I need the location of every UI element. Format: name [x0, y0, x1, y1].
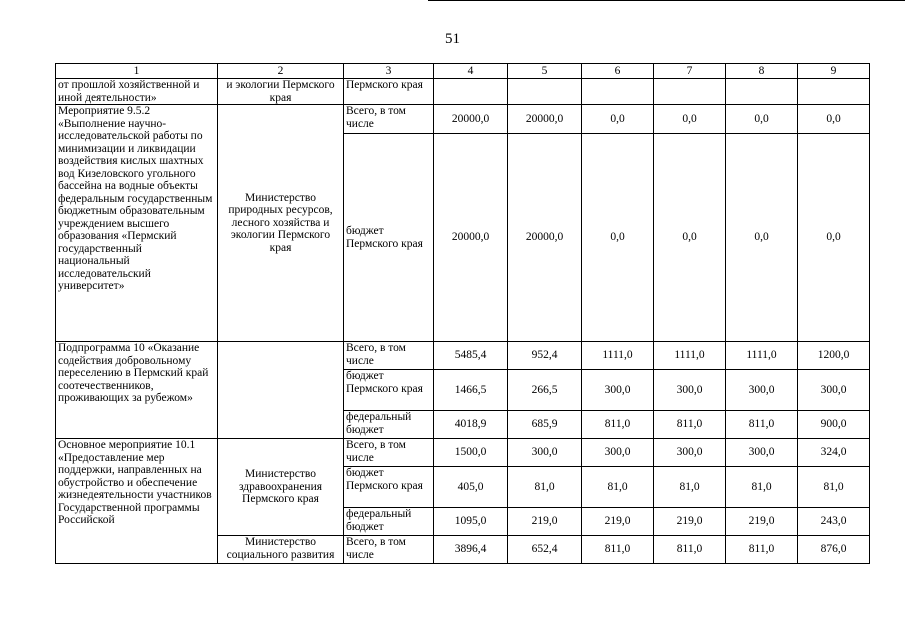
executor-cell: и экологии Пермского края: [218, 79, 344, 105]
value-cell: 300,0: [726, 439, 798, 467]
value-cell: 0,0: [798, 105, 870, 134]
value-cell: 300,0: [798, 370, 870, 411]
value-cell: 1111,0: [654, 342, 726, 370]
value-cell: 20000,0: [508, 105, 582, 134]
value-cell: 219,0: [582, 508, 654, 536]
program-name-cell: Основное мероприятие 10.1 «Предоставление мер поддержки, направленных на обустройство и обеспечение жизнедеятельности участников Государственной программы Российской: [56, 439, 218, 564]
value-cell: 300,0: [508, 439, 582, 467]
value-cell: [798, 79, 870, 105]
value-cell: 266,5: [508, 370, 582, 411]
value-cell: 81,0: [582, 467, 654, 508]
header-cell: 2: [218, 64, 344, 79]
value-cell: 0,0: [582, 105, 654, 134]
value-cell: 811,0: [582, 411, 654, 439]
header-cell: 6: [582, 64, 654, 79]
header-row: [56, 64, 870, 79]
header-cell: 5: [508, 64, 582, 79]
source-cell: Всего, в том числе: [344, 439, 434, 467]
table-row: [56, 439, 870, 467]
table-row: [56, 105, 870, 134]
value-cell: 20000,0: [508, 134, 582, 342]
value-cell: 300,0: [654, 439, 726, 467]
top-border-line: [428, 0, 905, 1]
executor-cell: Министерство природных ресурсов, лесного хозяйства и экологии Пермского края: [218, 105, 344, 342]
program-name-cell: Мероприятие 9.5.2 «Выполнение научно-исследовательской работы по минимизации и ликвидации воздействия кислых шахтных вод Кизеловского угольного бассейна на водные объекты федеральным государственным бюджетным образовательным учреждением высшего образования «Пермский государственный национальный исследовательский университет»: [56, 105, 218, 342]
value-cell: 300,0: [654, 370, 726, 411]
value-cell: 405,0: [434, 467, 508, 508]
executor-cell: Министерство здравоохранения Пермского края: [218, 439, 344, 536]
value-cell: 652,4: [508, 536, 582, 564]
value-cell: 1466,5: [434, 370, 508, 411]
value-cell: 5485,4: [434, 342, 508, 370]
value-cell: 1095,0: [434, 508, 508, 536]
value-cell: 900,0: [798, 411, 870, 439]
page-number: 51: [445, 31, 460, 47]
source-cell: бюджет Пермского края: [344, 370, 434, 411]
value-cell: 300,0: [582, 439, 654, 467]
source-cell: бюджет Пермского края: [344, 467, 434, 508]
table-row: [56, 79, 870, 105]
value-cell: [508, 79, 582, 105]
header-cell: 8: [726, 64, 798, 79]
source-cell: федеральный бюджет: [344, 411, 434, 439]
value-cell: 219,0: [654, 508, 726, 536]
value-cell: 0,0: [654, 105, 726, 134]
header-cell: 4: [434, 64, 508, 79]
source-cell: Всего, в том числе: [344, 536, 434, 564]
value-cell: 81,0: [654, 467, 726, 508]
value-cell: [434, 79, 508, 105]
value-cell: 0,0: [726, 105, 798, 134]
value-cell: 685,9: [508, 411, 582, 439]
header-cell: 1: [56, 64, 218, 79]
value-cell: 952,4: [508, 342, 582, 370]
value-cell: [726, 79, 798, 105]
value-cell: 1111,0: [582, 342, 654, 370]
program-name-cell: Подпрограмма 10 «Оказание содействия добровольному переселению в Пермский край соотечественников, проживающих за рубежом»: [56, 342, 218, 439]
executor-cell: Министерство социального развития: [218, 536, 344, 564]
value-cell: 811,0: [654, 411, 726, 439]
value-cell: 1200,0: [798, 342, 870, 370]
value-cell: 0,0: [582, 134, 654, 342]
value-cell: 300,0: [726, 370, 798, 411]
value-cell: 4018,9: [434, 411, 508, 439]
source-cell: Всего, в том числе: [344, 342, 434, 370]
value-cell: 81,0: [726, 467, 798, 508]
value-cell: 81,0: [508, 467, 582, 508]
value-cell: 1500,0: [434, 439, 508, 467]
value-cell: 300,0: [582, 370, 654, 411]
value-cell: 811,0: [582, 536, 654, 564]
budget-table: [55, 63, 870, 564]
header-cell: 3: [344, 64, 434, 79]
value-cell: 81,0: [798, 467, 870, 508]
value-cell: 20000,0: [434, 105, 508, 134]
value-cell: 811,0: [726, 536, 798, 564]
value-cell: 219,0: [726, 508, 798, 536]
value-cell: 811,0: [654, 536, 726, 564]
source-cell: Пермского края: [344, 79, 434, 105]
value-cell: 1111,0: [726, 342, 798, 370]
value-cell: 324,0: [798, 439, 870, 467]
value-cell: [582, 79, 654, 105]
value-cell: 219,0: [508, 508, 582, 536]
value-cell: [654, 79, 726, 105]
header-cell: 9: [798, 64, 870, 79]
value-cell: 0,0: [798, 134, 870, 342]
header-cell: 7: [654, 64, 726, 79]
value-cell: 876,0: [798, 536, 870, 564]
source-cell: Всего, в том числе: [344, 105, 434, 134]
value-cell: 0,0: [726, 134, 798, 342]
source-cell: бюджет Пермского края: [344, 134, 434, 342]
value-cell: 243,0: [798, 508, 870, 536]
program-name-cell: от прошлой хозяйственной и иной деятельности»: [56, 79, 218, 105]
value-cell: 3896,4: [434, 536, 508, 564]
value-cell: 0,0: [654, 134, 726, 342]
value-cell: 20000,0: [434, 134, 508, 342]
table-row: [56, 342, 870, 370]
value-cell: 811,0: [726, 411, 798, 439]
executor-cell: [218, 342, 344, 439]
source-cell: федеральный бюджет: [344, 508, 434, 536]
